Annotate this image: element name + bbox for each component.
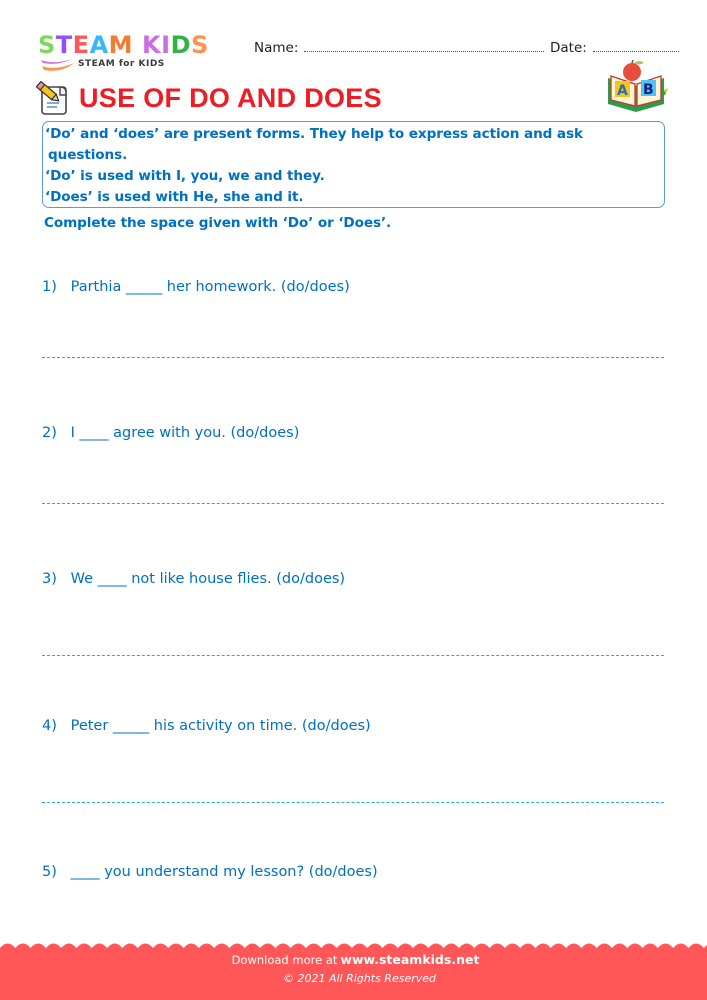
question-text: Peter _____ his activity on time. (do/does) [70, 718, 371, 734]
logo-letter: K [142, 31, 162, 59]
question-item [42, 571, 345, 587]
page-title: USE OF DO AND DOES [79, 83, 382, 113]
logo-letter: D [170, 31, 192, 59]
info-box [42, 121, 665, 208]
logo-letter: S [38, 31, 56, 59]
pencil-scroll-icon [36, 81, 72, 117]
steam-kids-logo [38, 32, 238, 72]
logo-wordmark [38, 32, 209, 58]
footer-download [0, 952, 707, 967]
name-label: Name: [254, 40, 299, 56]
abc-book-apple-icon [604, 60, 668, 116]
answer-line[interactable] [42, 802, 664, 803]
info-line: ‘Do’ and ‘does’ are present forms. They help to express action and ask [45, 126, 583, 142]
question-item [42, 425, 299, 441]
name-blank-line[interactable] [304, 42, 544, 52]
question-number: 5) [42, 864, 57, 880]
footer-url-link[interactable]: www.steamkids.net [340, 952, 480, 967]
logo-letter: A [89, 31, 109, 59]
logo-letter: S [191, 31, 209, 59]
question-text: We ____ not like house flies. (do/does) [70, 571, 346, 587]
svg-text:B: B [643, 82, 654, 98]
footer-download-text: Download more at [231, 953, 338, 967]
logo-letter: M [108, 31, 134, 59]
logo-swoosh-icon [40, 57, 76, 75]
question-number: 3) [42, 571, 57, 587]
question-item [42, 279, 350, 295]
question-number: 1) [42, 279, 57, 295]
svg-text:A: A [617, 83, 628, 99]
question-item [42, 718, 371, 734]
answer-line[interactable] [42, 357, 664, 358]
info-line: questions. [48, 147, 128, 163]
logo-letter: I [161, 31, 171, 59]
info-line: ‘Does’ is used with He, she and it. [45, 189, 304, 205]
logo-letter: E [72, 31, 90, 59]
logo-tagline: STEAM for KIDS [78, 59, 165, 69]
question-text: I ____ agree with you. (do/does) [70, 425, 300, 441]
footer-copyright: © 2021 All Rights Reserved [282, 972, 436, 985]
info-line: ‘Do’ is used with I, you, we and they. [45, 168, 325, 184]
answer-line[interactable] [42, 655, 664, 656]
question-number: 2) [42, 425, 57, 441]
date-label: Date: [550, 40, 587, 56]
name-field[interactable] [254, 40, 544, 56]
question-number: 4) [42, 718, 57, 734]
date-field[interactable] [550, 40, 679, 56]
instruction-text: Complete the space given with ‘Do’ or ‘Does’. [44, 215, 392, 231]
date-blank-line[interactable] [593, 42, 679, 52]
question-text: ____ you understand my lesson? (do/does) [70, 864, 378, 880]
logo-letter: T [55, 31, 73, 59]
question-item [42, 864, 378, 880]
answer-line[interactable] [42, 503, 664, 504]
question-text: Parthia _____ her homework. (do/does) [70, 279, 350, 295]
